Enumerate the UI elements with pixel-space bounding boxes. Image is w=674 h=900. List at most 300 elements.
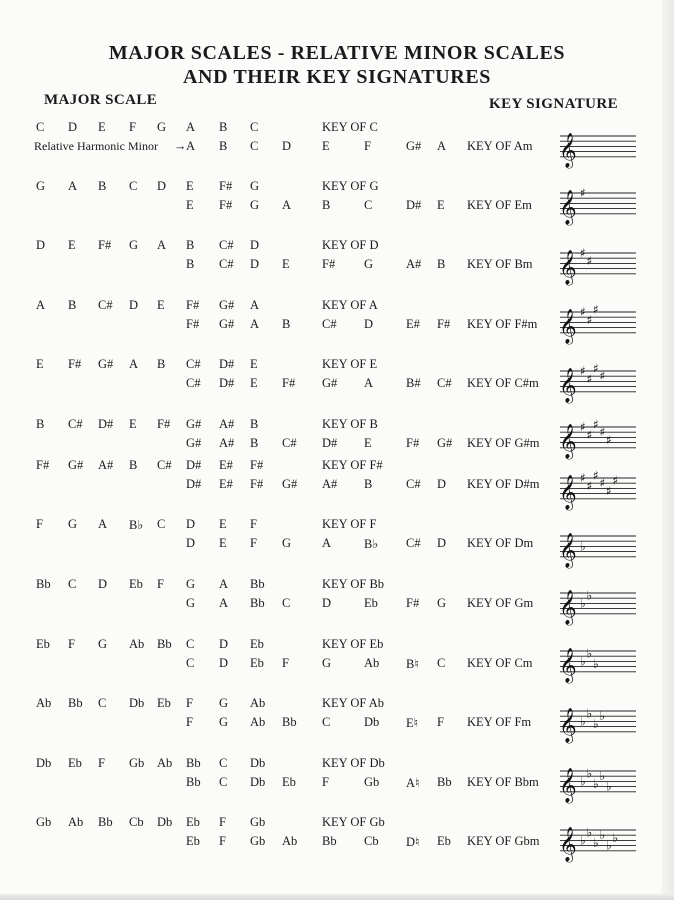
minor-note: C# <box>406 477 421 491</box>
minor-note: Bb <box>282 715 297 729</box>
minor-note: A <box>322 536 332 550</box>
minor-note: Bb <box>322 834 337 848</box>
major-key-label: KEY OF Bb <box>322 577 385 591</box>
major-note: Db <box>36 756 52 770</box>
major-note: Eb <box>129 577 143 591</box>
minor-note: G# <box>219 317 235 331</box>
minor-note: A <box>282 198 292 212</box>
major-note: Gb <box>129 756 145 770</box>
sharp-icon: ♯ <box>580 420 586 434</box>
minor-note: Ab <box>250 715 266 729</box>
sharp-icon: ♯ <box>586 478 593 493</box>
minor-note: E <box>282 257 290 271</box>
major-note: Db <box>157 815 173 829</box>
minor-note: F <box>186 715 193 729</box>
major-key-label: KEY OF F# <box>322 458 383 472</box>
minor-note: Eb <box>437 834 451 848</box>
major-note: Bb <box>36 577 51 591</box>
minor-note: A♮ <box>406 776 420 790</box>
minor-note: G <box>250 198 260 212</box>
treble-clef-icon: 𝄞 <box>559 475 577 510</box>
minor-note: C# <box>219 257 234 271</box>
major-note: A <box>129 357 139 371</box>
relative-harmonic-minor-label: Relative Harmonic Minor <box>34 139 158 153</box>
major-note: Ab <box>129 637 145 651</box>
major-note: F <box>36 517 43 531</box>
major-note: C <box>250 120 259 134</box>
flat-icon: ♭ <box>580 714 586 729</box>
minor-note: G <box>437 596 447 610</box>
minor-note: G <box>219 715 229 729</box>
minor-note: Db <box>250 775 266 789</box>
key-signature-staff <box>556 300 638 350</box>
flat-icon: ♭ <box>586 588 593 603</box>
major-note: F <box>129 120 136 134</box>
treble-clef-icon: 𝄞 <box>559 368 577 403</box>
major-note: F <box>186 696 193 710</box>
flat-icon: ♭ <box>580 774 586 789</box>
treble-clef-icon: 𝄞 <box>559 190 577 225</box>
major-note: C# <box>98 298 113 312</box>
flat-icon: ♭ <box>606 779 612 794</box>
treble-clef-icon: 𝄞 <box>559 250 577 285</box>
major-note: Gb <box>250 815 266 829</box>
major-note: G <box>250 179 260 193</box>
major-note: Ab <box>68 815 84 829</box>
flat-icon: ♭ <box>599 769 606 784</box>
minor-note: C <box>186 656 195 670</box>
flat-icon: ♭ <box>612 830 619 845</box>
minor-note: F# <box>250 477 264 491</box>
sharp-icon: ♯ <box>580 246 586 260</box>
major-note: B <box>68 298 77 312</box>
major-note: Eb <box>36 637 50 651</box>
minor-note: C <box>322 715 331 729</box>
minor-note: A <box>219 596 229 610</box>
minor-note: Bb <box>250 596 265 610</box>
major-note: C <box>68 577 77 591</box>
minor-note: E <box>250 376 258 390</box>
major-note: Eb <box>157 696 171 710</box>
major-note: B <box>98 179 107 193</box>
major-note: C <box>98 696 107 710</box>
minor-note: A <box>186 139 196 153</box>
minor-note: C# <box>282 436 297 450</box>
major-note: G# <box>98 357 114 371</box>
minor-note: A <box>250 317 260 331</box>
major-note: B <box>36 417 45 431</box>
flat-icon: ♭ <box>586 706 593 721</box>
major-note: B <box>219 120 228 134</box>
major-note: C <box>129 179 138 193</box>
major-note: C# <box>219 238 234 252</box>
major-note: D <box>129 298 139 312</box>
major-note: F# <box>157 417 171 431</box>
minor-note: D <box>437 477 447 491</box>
major-note: E# <box>219 458 233 472</box>
minor-note: B <box>322 198 331 212</box>
minor-key-label: KEY OF C#m <box>467 376 539 390</box>
major-note: G# <box>68 458 84 472</box>
minor-note: C# <box>437 376 452 390</box>
minor-note: C# <box>186 376 201 390</box>
minor-key-label: KEY OF Cm <box>467 656 533 670</box>
major-note: F <box>68 637 75 651</box>
minor-note: Bb <box>437 775 452 789</box>
major-key-label: KEY OF B <box>322 417 378 431</box>
major-note: Db <box>129 696 145 710</box>
major-note: D <box>68 120 78 134</box>
minor-key-label: KEY OF G#m <box>467 436 540 450</box>
minor-note: A <box>437 139 447 153</box>
minor-note: E <box>219 536 227 550</box>
minor-note: A <box>364 376 374 390</box>
key-signature-staff <box>556 759 638 809</box>
treble-clef-icon: 𝄞 <box>559 708 577 743</box>
major-note: E <box>250 357 258 371</box>
flat-icon: ♭ <box>580 654 586 669</box>
minor-note: D <box>364 317 374 331</box>
minor-note: F# <box>282 376 296 390</box>
major-key-label: KEY OF Db <box>322 756 385 770</box>
major-note: D <box>36 238 46 252</box>
major-note: E <box>157 298 165 312</box>
flat-icon: ♭ <box>580 596 586 611</box>
minor-note: F# <box>406 436 420 450</box>
minor-note: B <box>186 257 195 271</box>
key-signature-staff <box>556 639 638 689</box>
minor-note: G <box>186 596 196 610</box>
treble-clef-icon: 𝄞 <box>559 424 577 459</box>
minor-note: D <box>219 656 229 670</box>
major-note: A <box>98 517 108 531</box>
minor-note: E# <box>219 477 233 491</box>
major-note: Bb <box>186 756 201 770</box>
minor-note: Gb <box>250 834 266 848</box>
major-note: F <box>157 577 164 591</box>
major-note: A <box>157 238 167 252</box>
page-bottom-edge <box>0 894 674 900</box>
treble-clef-icon: 𝄞 <box>559 133 577 168</box>
minor-note: D# <box>186 477 202 491</box>
major-scale-header: MAJOR SCALE <box>44 92 158 108</box>
minor-note: E <box>322 139 330 153</box>
major-note: C# <box>186 357 201 371</box>
major-note: F <box>250 517 257 531</box>
major-note: F# <box>36 458 50 472</box>
minor-note: D♮ <box>406 835 420 849</box>
major-key-label: KEY OF Gb <box>322 815 385 829</box>
minor-key-label: KEY OF Gm <box>467 596 534 610</box>
major-note: A# <box>98 458 114 472</box>
minor-note: C <box>282 596 291 610</box>
minor-key-label: KEY OF Am <box>467 139 533 153</box>
sharp-icon: ♯ <box>599 476 606 491</box>
major-note: G <box>98 637 108 651</box>
sharp-icon: ♯ <box>593 302 599 317</box>
major-note: Bb <box>157 637 172 651</box>
flat-icon: ♭ <box>580 833 586 848</box>
major-note: E <box>129 417 137 431</box>
major-note: A <box>36 298 46 312</box>
sharp-icon: ♯ <box>599 369 606 384</box>
major-note: Bb <box>250 577 265 591</box>
key-signature-staff <box>556 466 638 516</box>
key-signature-staff <box>556 181 638 231</box>
major-note: Gb <box>36 815 52 829</box>
major-note: D <box>98 577 108 591</box>
major-note: D# <box>219 357 235 371</box>
key-signature-staff <box>556 124 638 174</box>
minor-note: G <box>282 536 292 550</box>
minor-note: Eb <box>282 775 296 789</box>
minor-note: G# <box>186 436 202 450</box>
sharp-icon: ♯ <box>593 417 599 432</box>
treble-clef-icon: 𝄞 <box>559 648 577 683</box>
major-note: F# <box>186 298 200 312</box>
minor-note: G <box>322 656 332 670</box>
key-signature-staff <box>556 241 638 291</box>
title-line-2: AND THEIR KEY SIGNATURES <box>183 66 491 88</box>
minor-key-label: KEY OF Bm <box>467 257 533 271</box>
major-note: E <box>219 517 227 531</box>
major-note: A <box>219 577 229 591</box>
major-note: D <box>157 179 167 193</box>
minor-note: F# <box>322 257 336 271</box>
minor-note: Ab <box>282 834 298 848</box>
minor-note: B♭ <box>364 537 379 551</box>
minor-note: G# <box>322 376 338 390</box>
major-note: B <box>186 238 195 252</box>
treble-clef-icon: 𝄞 <box>559 590 577 625</box>
major-key-label: KEY OF Eb <box>322 637 384 651</box>
flat-icon: ♭ <box>593 777 599 791</box>
minor-note: D <box>322 596 332 610</box>
minor-note: Eb <box>364 596 378 610</box>
key-signature-staff <box>556 818 638 868</box>
minor-note: F# <box>219 198 233 212</box>
sharp-icon: ♯ <box>606 433 612 447</box>
flat-icon: ♭ <box>593 836 599 850</box>
treble-clef-icon: 𝄞 <box>559 768 577 803</box>
major-note: G# <box>219 298 235 312</box>
major-note: G# <box>186 417 202 431</box>
major-note: G <box>36 179 46 193</box>
major-note: B <box>157 357 166 371</box>
minor-note: D# <box>219 376 235 390</box>
major-note: G <box>219 696 229 710</box>
major-key-label: KEY OF E <box>322 357 378 371</box>
minor-key-label: KEY OF Dm <box>467 536 534 550</box>
minor-note: D# <box>406 198 422 212</box>
minor-note: D <box>250 257 260 271</box>
minor-note: Eb <box>186 834 200 848</box>
minor-note: D <box>282 139 292 153</box>
sharp-icon: ♯ <box>586 427 593 442</box>
minor-note: B <box>364 477 373 491</box>
minor-note: C <box>250 139 259 153</box>
title-line-1: MAJOR SCALES - RELATIVE MINOR SCALES <box>108 42 566 64</box>
minor-note: Ab <box>364 656 380 670</box>
minor-key-label: KEY OF Em <box>467 198 532 212</box>
major-note: C <box>36 120 45 134</box>
major-note: Bb <box>68 696 83 710</box>
major-note: Eb <box>250 637 264 651</box>
minor-note: B <box>282 317 291 331</box>
key-signature-header: KEY SIGNATURE <box>489 96 618 112</box>
minor-note: F# <box>437 317 451 331</box>
major-note: G <box>68 517 78 531</box>
major-key-label: KEY OF C <box>322 120 378 134</box>
minor-note: A# <box>322 477 338 491</box>
minor-note: F <box>322 775 329 789</box>
minor-note: G# <box>437 436 453 450</box>
minor-note: C# <box>322 317 337 331</box>
major-note: D <box>219 637 229 651</box>
sharp-icon: ♯ <box>580 305 586 319</box>
minor-note: Db <box>364 715 380 729</box>
major-note: F <box>219 815 226 829</box>
sharp-icon: ♯ <box>580 364 586 378</box>
minor-note: D# <box>322 436 338 450</box>
major-note: Bb <box>98 815 113 829</box>
minor-note: F <box>250 536 257 550</box>
treble-clef-icon: 𝄞 <box>559 827 577 862</box>
major-key-label: KEY OF G <box>322 179 379 193</box>
minor-key-label: KEY OF Gbm <box>467 834 540 848</box>
arrow-icon: → <box>174 139 187 153</box>
major-note: E <box>68 238 76 252</box>
major-note: G <box>186 577 196 591</box>
key-signature-staff <box>556 359 638 409</box>
minor-key-label: KEY OF Fm <box>467 715 532 729</box>
major-note: E <box>98 120 106 134</box>
major-key-label: KEY OF Ab <box>322 696 385 710</box>
major-note: F# <box>219 179 233 193</box>
minor-note: B <box>250 436 259 450</box>
minor-note: C# <box>406 536 421 550</box>
minor-note: F <box>219 834 226 848</box>
minor-note: B <box>437 257 446 271</box>
minor-note: Bb <box>186 775 201 789</box>
major-note: G <box>129 238 139 252</box>
minor-note: D <box>437 536 447 550</box>
major-note: D <box>250 238 260 252</box>
major-note: G <box>157 120 167 134</box>
minor-note: Cb <box>364 834 379 848</box>
major-note: A <box>250 298 260 312</box>
major-note: Cb <box>129 815 144 829</box>
major-note: Ab <box>157 756 173 770</box>
minor-note: A# <box>219 436 235 450</box>
major-note: B♭ <box>129 518 144 532</box>
major-note: F# <box>68 357 82 371</box>
sharp-icon: ♯ <box>580 186 586 200</box>
major-note: Eb <box>68 756 82 770</box>
minor-note: F# <box>406 596 420 610</box>
minor-note: E <box>437 198 445 212</box>
minor-note: E♮ <box>406 716 419 730</box>
sharp-icon: ♯ <box>586 253 593 268</box>
major-note: A <box>186 120 196 134</box>
major-note: E <box>186 179 194 193</box>
sharp-icon: ♯ <box>593 468 599 483</box>
minor-note: G <box>364 257 374 271</box>
major-note: D <box>186 517 196 531</box>
major-note: E <box>36 357 44 371</box>
major-note: C# <box>68 417 83 431</box>
flat-icon: ♭ <box>593 717 599 731</box>
sharp-icon: ♯ <box>593 361 599 376</box>
minor-note: B♮ <box>406 657 419 671</box>
sharp-icon: ♯ <box>586 371 593 386</box>
key-signature-staff <box>556 699 638 749</box>
minor-key-label: KEY OF F#m <box>467 317 538 331</box>
major-note: C <box>186 637 195 651</box>
flat-icon: ♭ <box>586 825 593 840</box>
major-note: C <box>219 756 228 770</box>
minor-note: C <box>219 775 228 789</box>
major-note: D# <box>98 417 114 431</box>
major-note: F# <box>250 458 264 472</box>
minor-note: F <box>364 139 371 153</box>
major-note: B <box>250 417 259 431</box>
major-note: F# <box>98 238 112 252</box>
flat-icon: ♭ <box>606 838 612 853</box>
major-note: Ab <box>250 696 266 710</box>
major-note: C <box>157 517 166 531</box>
major-key-label: KEY OF A <box>322 298 378 312</box>
minor-note: B <box>219 139 228 153</box>
sharp-icon: ♯ <box>599 425 606 440</box>
key-signature-staff <box>556 524 638 574</box>
minor-note: F# <box>186 317 200 331</box>
key-signature-staff <box>556 581 638 631</box>
flat-icon: ♭ <box>599 828 606 843</box>
minor-note: D <box>186 536 196 550</box>
major-key-label: KEY OF D <box>322 238 379 252</box>
major-note: C# <box>157 458 172 472</box>
major-note: D# <box>186 458 202 472</box>
minor-note: A# <box>406 257 422 271</box>
flat-icon: ♭ <box>593 657 599 671</box>
minor-note: B# <box>406 376 421 390</box>
flat-icon: ♭ <box>586 646 593 661</box>
flat-icon: ♭ <box>586 766 593 781</box>
sharp-icon: ♯ <box>606 484 612 498</box>
minor-note: E# <box>406 317 420 331</box>
flat-icon: ♭ <box>599 709 606 724</box>
major-note: Ab <box>36 696 52 710</box>
minor-note: F <box>282 656 289 670</box>
minor-note: G# <box>406 139 422 153</box>
major-note: B <box>129 458 138 472</box>
major-note: A <box>68 179 78 193</box>
minor-note: Eb <box>250 656 264 670</box>
major-note: Db <box>250 756 266 770</box>
sharp-icon: ♯ <box>580 471 586 485</box>
treble-clef-icon: 𝄞 <box>559 309 577 344</box>
minor-note: Gb <box>364 775 380 789</box>
minor-note: E <box>364 436 372 450</box>
major-key-label: KEY OF F <box>322 517 377 531</box>
sharp-icon: ♯ <box>586 312 593 327</box>
major-note: F <box>98 756 105 770</box>
minor-key-label: KEY OF Bbm <box>467 775 539 789</box>
minor-note: C <box>437 656 446 670</box>
minor-note: E <box>186 198 194 212</box>
major-note: Eb <box>186 815 200 829</box>
